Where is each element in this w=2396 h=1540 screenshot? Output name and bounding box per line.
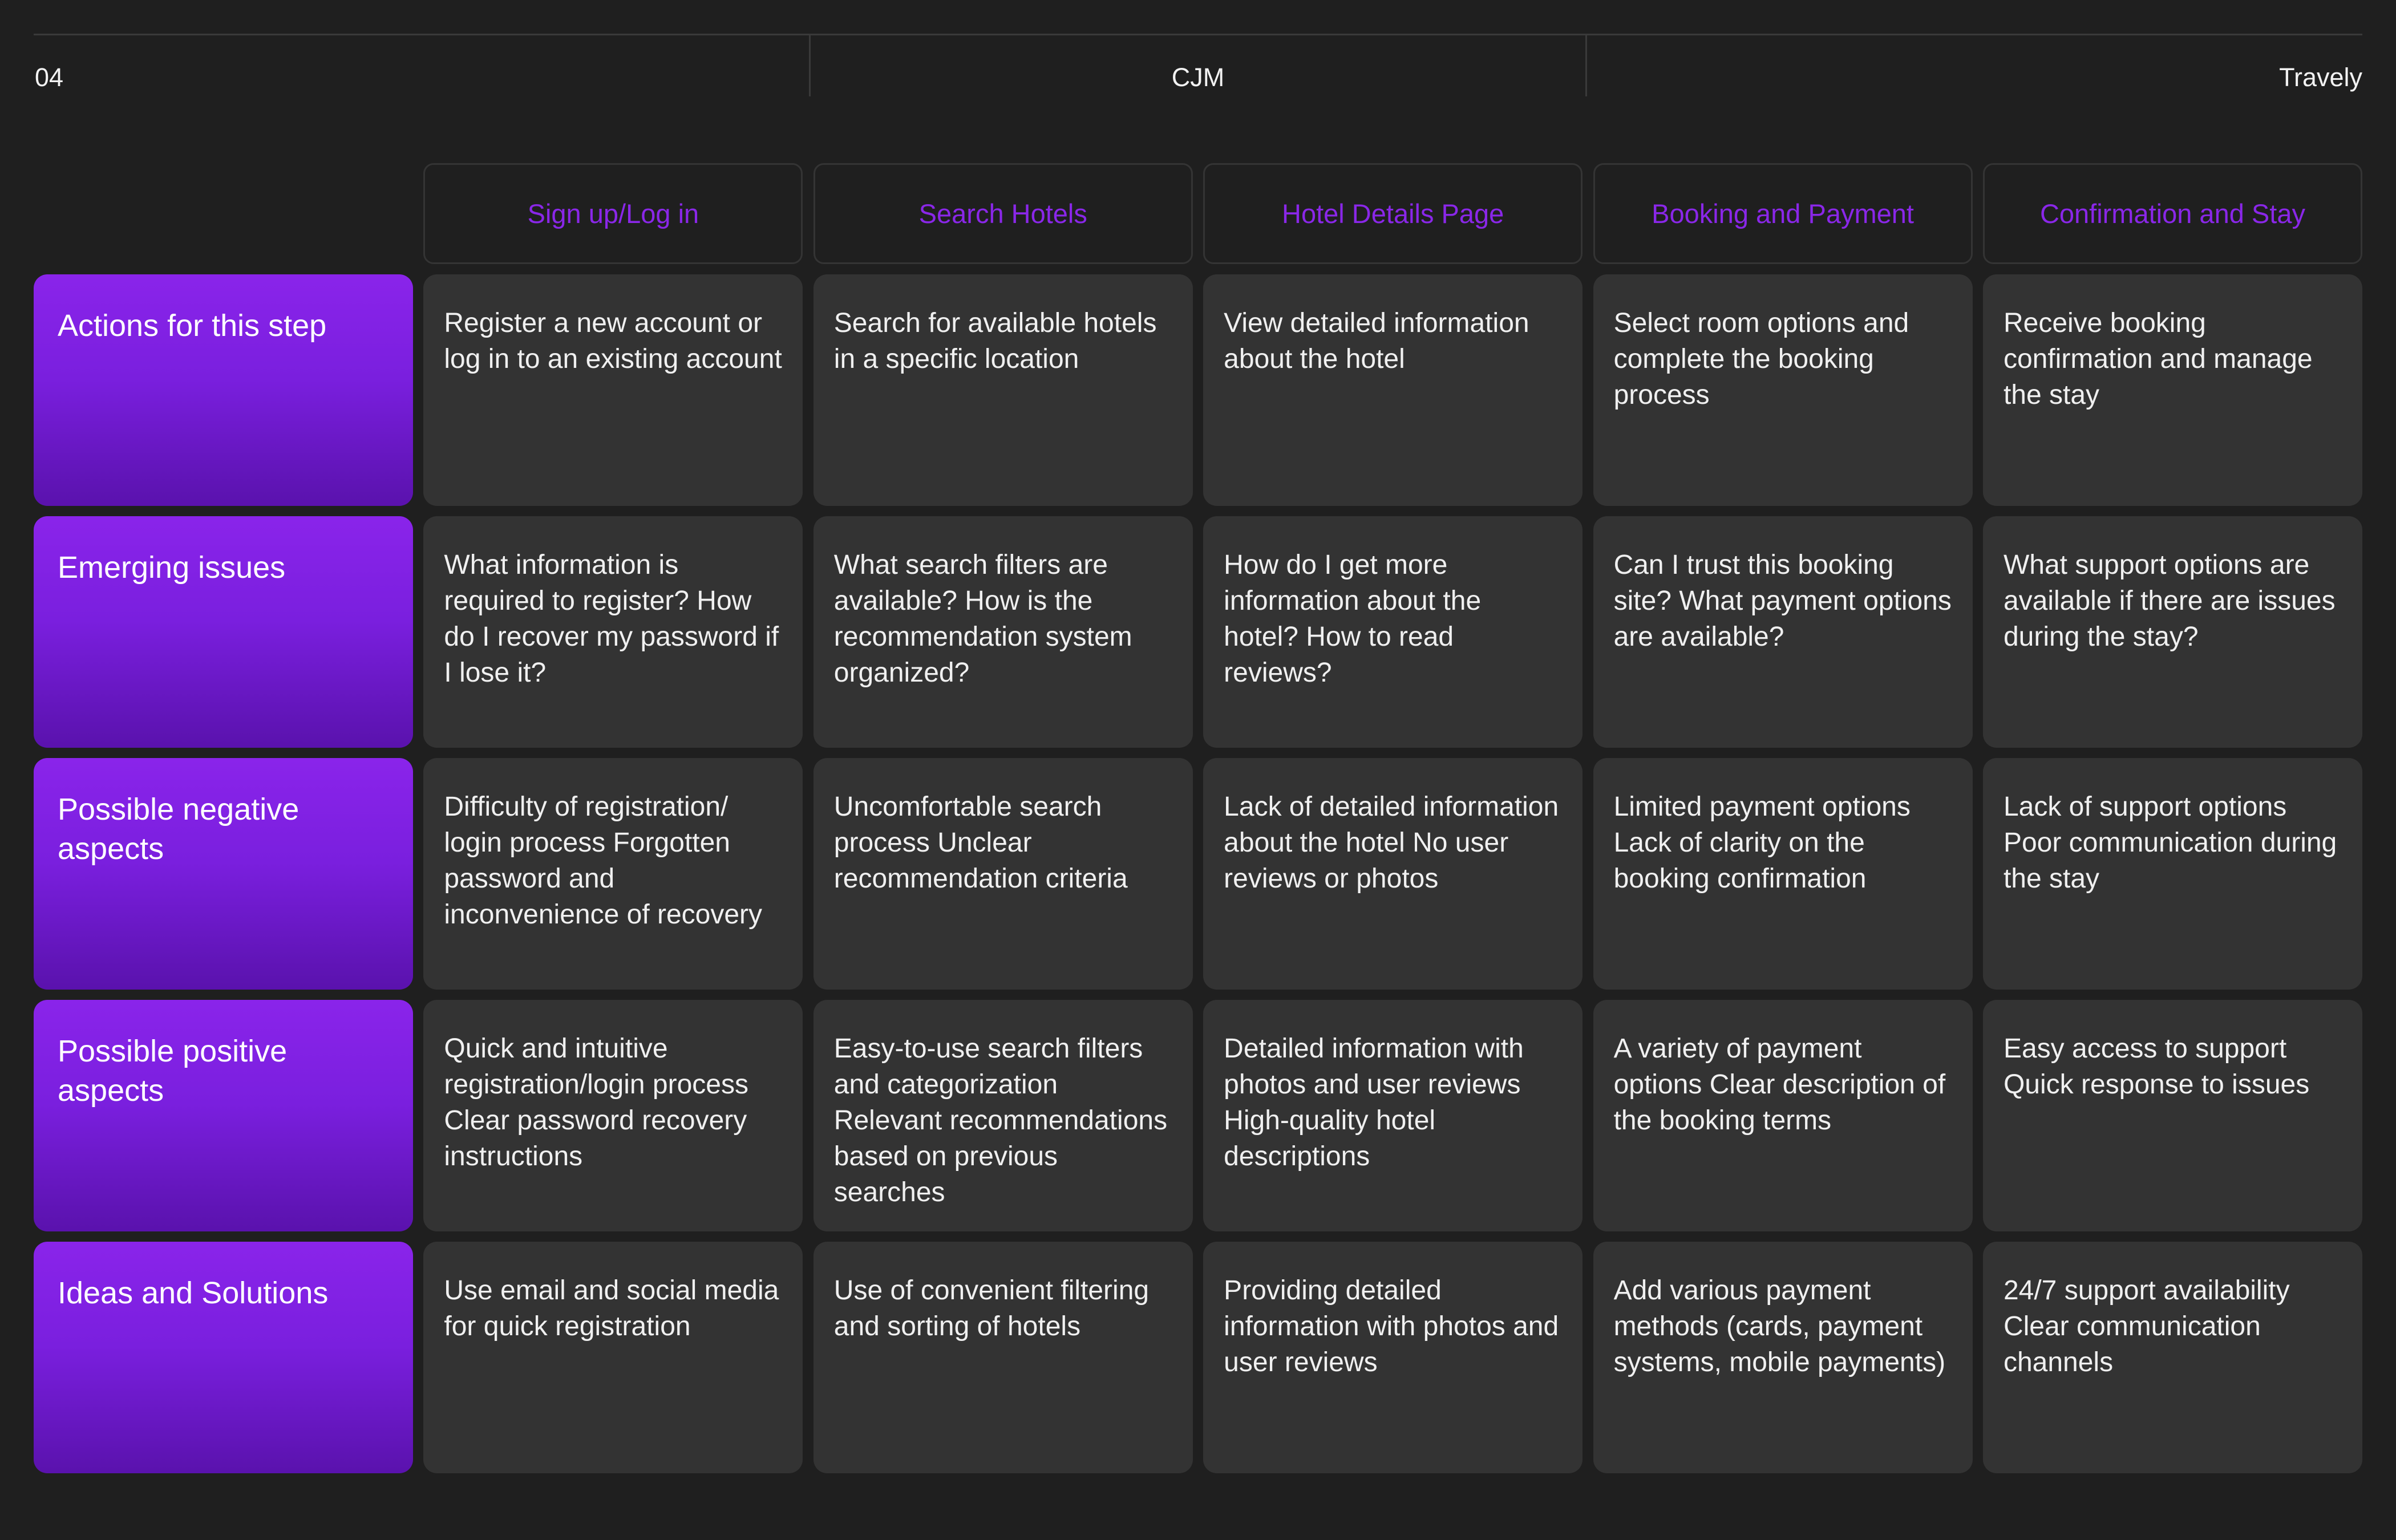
cell-issues-confirmation: What support options are available if there are issues during the stay? <box>1983 516 2362 748</box>
cell-issues-booking: Can I trust this booking site? What payment options are available? <box>1593 516 1973 748</box>
row-label-ideas-solutions: Ideas and Solutions <box>34 1242 413 1473</box>
cell-issues-search: What search filters are available? How is the recommendation system organized? <box>813 516 1193 748</box>
cell-negative-details: Lack of detailed information about the hotel No user reviews or photos <box>1203 758 1583 990</box>
brand-name: Travely <box>2279 63 2363 92</box>
cell-actions-confirmation: Receive booking confirmation and manage the stay <box>1983 274 2362 506</box>
cell-ideas-booking: Add various payment methods (cards, payment systems, mobile payments) <box>1593 1242 1973 1473</box>
header-brand-section <box>1585 35 2362 96</box>
top-header <box>34 34 2362 96</box>
cell-negative-signup: Difficulty of registration/ login process Forgotten password and inconvenience of recovery <box>423 758 803 990</box>
section-title: CJM <box>1171 63 1225 92</box>
cell-actions-booking: Select room options and complete the booking process <box>1593 274 1973 506</box>
row-label-emerging-issues: Emerging issues <box>34 516 413 748</box>
cell-actions-signup: Register a new account or log in to an existing account <box>423 274 803 506</box>
cell-positive-booking: A variety of payment options Clear description of the booking terms <box>1593 1000 1973 1231</box>
cell-ideas-confirmation: 24/7 support availability Clear communication channels <box>1983 1242 2362 1473</box>
cell-issues-details: How do I get more information about the hotel? How to read reviews? <box>1203 516 1583 748</box>
matrix-corner <box>34 163 413 264</box>
cjm-matrix <box>34 163 2362 1473</box>
header-page-number-section <box>34 35 809 96</box>
header-section-title-section <box>809 35 1586 96</box>
cell-ideas-signup: Use email and social media for quick registration <box>423 1242 803 1473</box>
stage-header-signup: Sign up/Log in <box>423 163 803 264</box>
stage-header-confirmation-stay: Confirmation and Stay <box>1983 163 2362 264</box>
cell-actions-search: Search for available hotels in a specific location <box>813 274 1193 506</box>
cell-ideas-search: Use of convenient filtering and sorting of hotels <box>813 1242 1193 1473</box>
cell-positive-search: Easy-to-use search filters and categorization Relevant recommendations based on previous searches <box>813 1000 1193 1231</box>
page-number: 04 <box>35 63 64 92</box>
row-label-actions: Actions for this step <box>34 274 413 506</box>
cell-positive-signup: Quick and intuitive registration/login process Clear password recovery instructions <box>423 1000 803 1231</box>
cell-negative-search: Uncomfortable search process Unclear recommendation criteria <box>813 758 1193 990</box>
cell-negative-booking: Limited payment options Lack of clarity on the booking confirmation <box>1593 758 1973 990</box>
cell-negative-confirmation: Lack of support options Poor communication during the stay <box>1983 758 2362 990</box>
row-label-positive-aspects: Possible positive aspects <box>34 1000 413 1231</box>
cell-positive-confirmation: Easy access to support Quick response to issues <box>1983 1000 2362 1231</box>
cell-issues-signup: What information is required to register? How do I recover my password if I lose it? <box>423 516 803 748</box>
cell-positive-details: Detailed information with photos and user reviews High-quality hotel descriptions <box>1203 1000 1583 1231</box>
stage-header-booking-payment: Booking and Payment <box>1593 163 1973 264</box>
stage-header-search-hotels: Search Hotels <box>813 163 1193 264</box>
cell-ideas-details: Providing detailed information with photos and user reviews <box>1203 1242 1583 1473</box>
stage-header-hotel-details: Hotel Details Page <box>1203 163 1583 264</box>
cell-actions-details: View detailed information about the hotel <box>1203 274 1583 506</box>
row-label-negative-aspects: Possible negative aspects <box>34 758 413 990</box>
